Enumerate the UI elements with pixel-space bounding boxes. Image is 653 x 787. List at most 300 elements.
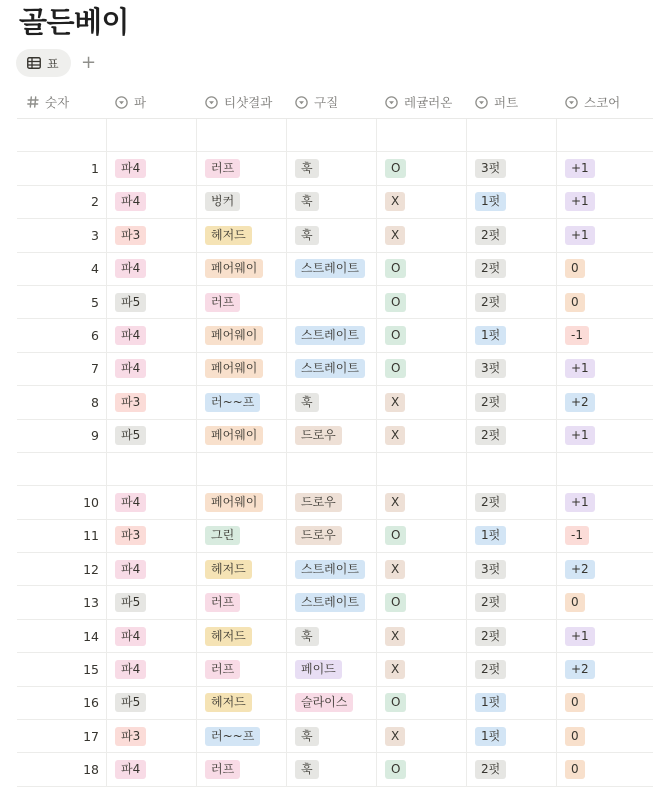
regulation-tag: X (385, 426, 405, 445)
number-cell[interactable] (17, 286, 107, 318)
reg-cell[interactable] (377, 119, 467, 151)
par-cell[interactable] (107, 253, 197, 285)
tee-result-tag: 러프 (205, 760, 240, 779)
score-cell[interactable] (557, 453, 653, 485)
shot-shape-tag: 드로우 (295, 426, 342, 445)
select-icon (385, 96, 398, 109)
score-tag: +2 (565, 393, 595, 412)
par-cell[interactable] (107, 420, 197, 452)
tee-result-tag: 러~~프 (205, 727, 260, 746)
column-header-tee-result[interactable]: 티샷결과 (197, 86, 287, 118)
reg-cell[interactable] (377, 586, 467, 618)
score-tag: -1 (565, 526, 589, 545)
table-row-empty[interactable] (17, 119, 653, 152)
tee-cell[interactable] (197, 186, 287, 218)
tee-cell[interactable] (197, 753, 287, 785)
reg-cell[interactable] (377, 353, 467, 385)
regulation-tag: O (385, 526, 406, 545)
score-tag: 0 (565, 727, 585, 746)
reg-cell[interactable] (377, 553, 467, 585)
par-tag: 파4 (115, 192, 146, 211)
shot-shape-tag: 훅 (295, 159, 319, 178)
score-tag: +1 (565, 192, 595, 211)
number-cell[interactable] (17, 453, 107, 485)
par-tag: 파4 (115, 627, 146, 646)
shape-cell[interactable] (287, 286, 377, 318)
select-icon (115, 96, 128, 109)
column-header-putt[interactable]: 퍼트 (467, 86, 557, 118)
shape-cell[interactable] (287, 553, 377, 585)
par-tag: 파4 (115, 359, 146, 378)
number-cell[interactable] (17, 253, 107, 285)
score-cell[interactable] (557, 386, 653, 418)
number-cell[interactable] (17, 553, 107, 585)
shape-cell[interactable] (287, 219, 377, 251)
table-row[interactable] (17, 319, 653, 352)
column-header-shot-shape[interactable]: 구질 (287, 86, 377, 118)
score-cell[interactable] (557, 219, 653, 251)
tee-cell[interactable] (197, 520, 287, 552)
reg-cell[interactable] (377, 687, 467, 719)
par-cell[interactable] (107, 152, 197, 184)
number-cell[interactable] (17, 753, 107, 785)
reg-cell[interactable] (377, 453, 467, 485)
par-tag: 파3 (115, 727, 146, 746)
table-row[interactable] (17, 186, 653, 219)
number-cell[interactable] (17, 720, 107, 752)
tee-result-tag: 페어웨이 (205, 359, 263, 378)
par-cell[interactable] (107, 486, 197, 518)
shape-cell[interactable] (287, 186, 377, 218)
tee-result-tag: 그린 (205, 526, 240, 545)
tee-cell[interactable] (197, 653, 287, 685)
putt-tag: 1펏 (475, 326, 506, 345)
score-tag: 0 (565, 293, 585, 312)
select-icon (205, 96, 218, 109)
page-title: 골든베이 (19, 5, 130, 39)
select-icon (565, 96, 578, 109)
shape-cell[interactable] (287, 353, 377, 385)
regulation-tag: O (385, 159, 406, 178)
number-cell[interactable] (17, 620, 107, 652)
par-cell[interactable] (107, 119, 197, 151)
par-tag: 파5 (115, 293, 146, 312)
putt-cell[interactable] (467, 119, 557, 151)
hole-number: 9 (91, 428, 99, 444)
hole-number: 1 (91, 161, 99, 177)
hole-number: 10 (83, 494, 99, 510)
table-row[interactable] (17, 219, 653, 252)
score-cell[interactable] (557, 353, 653, 385)
tee-result-tag: 러프 (205, 159, 240, 178)
table-row[interactable] (17, 553, 653, 586)
table-row[interactable] (17, 152, 653, 185)
putt-cell[interactable] (467, 453, 557, 485)
putt-tag: 2펏 (475, 660, 506, 679)
par-tag: 파4 (115, 560, 146, 579)
putt-cell[interactable] (467, 553, 557, 585)
reg-cell[interactable] (377, 219, 467, 251)
tee-result-tag: 페어웨이 (205, 426, 263, 445)
putt-cell[interactable] (467, 753, 557, 785)
shape-cell[interactable] (287, 720, 377, 752)
reg-cell[interactable] (377, 386, 467, 418)
score-tag: -1 (565, 326, 589, 345)
putt-cell[interactable] (467, 687, 557, 719)
select-icon (295, 96, 308, 109)
tee-cell[interactable] (197, 586, 287, 618)
number-cell[interactable] (17, 119, 107, 151)
tee-cell[interactable] (197, 553, 287, 585)
column-header-score[interactable]: 스코어 (557, 86, 653, 118)
putt-cell[interactable] (467, 286, 557, 318)
regulation-tag: X (385, 560, 405, 579)
tee-result-tag: 러~~프 (205, 393, 260, 412)
shot-shape-tag: 훅 (295, 226, 319, 245)
shot-shape-tag: 훅 (295, 760, 319, 779)
score-cell[interactable] (557, 486, 653, 518)
table-row[interactable] (17, 520, 653, 553)
tee-result-tag: 벙커 (205, 192, 240, 211)
hole-number: 16 (83, 695, 99, 711)
shape-cell[interactable] (287, 253, 377, 285)
number-cell[interactable] (17, 687, 107, 719)
shot-shape-tag: 슬라이스 (295, 693, 353, 712)
tee-cell[interactable] (197, 420, 287, 452)
par-tag: 파3 (115, 226, 146, 245)
regulation-tag: X (385, 627, 405, 646)
shape-cell[interactable] (287, 420, 377, 452)
par-tag: 파4 (115, 259, 146, 278)
par-tag: 파5 (115, 693, 146, 712)
table-body (17, 119, 653, 787)
column-header-par[interactable]: 파 (107, 86, 197, 118)
par-cell[interactable] (107, 186, 197, 218)
number-cell[interactable] (17, 219, 107, 251)
par-tag: 파3 (115, 393, 146, 412)
score-cell[interactable] (557, 119, 653, 151)
table-row[interactable] (17, 720, 653, 753)
tee-cell[interactable] (197, 687, 287, 719)
tee-cell[interactable] (197, 620, 287, 652)
tee-result-tag: 헤저드 (205, 226, 252, 245)
shape-cell[interactable] (287, 486, 377, 518)
hole-number: 3 (91, 227, 99, 243)
reg-cell[interactable] (377, 620, 467, 652)
hole-number: 8 (91, 394, 99, 410)
par-tag: 파4 (115, 326, 146, 345)
regulation-tag: O (385, 359, 406, 378)
putt-cell[interactable] (467, 653, 557, 685)
putt-cell[interactable] (467, 186, 557, 218)
shape-cell[interactable] (287, 586, 377, 618)
putt-cell[interactable] (467, 720, 557, 752)
hole-number: 18 (83, 762, 99, 778)
shot-shape-tag: 스트레이트 (295, 359, 365, 378)
score-cell[interactable] (557, 720, 653, 752)
tee-result-tag: 페어웨이 (205, 259, 263, 278)
reg-cell[interactable] (377, 486, 467, 518)
table-row[interactable] (17, 586, 653, 619)
score-cell[interactable] (557, 152, 653, 184)
shot-shape-tag: 스트레이트 (295, 326, 365, 345)
score-cell[interactable] (557, 186, 653, 218)
hole-number: 4 (91, 261, 99, 277)
score-cell[interactable] (557, 253, 653, 285)
tee-cell[interactable] (197, 286, 287, 318)
par-cell[interactable] (107, 653, 197, 685)
par-cell[interactable] (107, 219, 197, 251)
reg-cell[interactable] (377, 152, 467, 184)
table-row[interactable] (17, 653, 653, 686)
shot-shape-tag: 스트레이트 (295, 593, 365, 612)
shape-cell[interactable] (287, 520, 377, 552)
tee-result-tag: 페어웨이 (205, 326, 263, 345)
hole-number: 17 (83, 728, 99, 744)
view-tab-label: 표 (47, 56, 59, 71)
table-row[interactable] (17, 620, 653, 653)
par-cell[interactable] (107, 319, 197, 351)
putt-tag: 2펏 (475, 393, 506, 412)
shape-cell[interactable] (287, 620, 377, 652)
reg-cell[interactable] (377, 753, 467, 785)
putt-tag: 2펏 (475, 426, 506, 445)
putt-cell[interactable] (467, 620, 557, 652)
regulation-tag: O (385, 693, 406, 712)
par-cell[interactable] (107, 586, 197, 618)
number-cell[interactable] (17, 353, 107, 385)
score-tag: 0 (565, 760, 585, 779)
table-row[interactable] (17, 386, 653, 419)
score-cell[interactable] (557, 653, 653, 685)
regulation-tag: O (385, 259, 406, 278)
shot-shape-tag: 훅 (295, 393, 319, 412)
regulation-tag: O (385, 326, 406, 345)
par-cell[interactable] (107, 353, 197, 385)
score-tag: +1 (565, 359, 595, 378)
table-row-empty[interactable] (17, 453, 653, 486)
hole-number: 6 (91, 328, 99, 344)
score-cell[interactable] (557, 586, 653, 618)
par-tag: 파4 (115, 660, 146, 679)
shape-cell[interactable] (287, 119, 377, 151)
table-row[interactable] (17, 253, 653, 286)
regulation-tag: X (385, 493, 405, 512)
hole-number: 5 (91, 294, 99, 310)
reg-cell[interactable] (377, 653, 467, 685)
tee-cell[interactable] (197, 219, 287, 251)
hole-number: 11 (83, 528, 99, 544)
par-tag: 파4 (115, 159, 146, 178)
shot-shape-tag: 드로우 (295, 526, 342, 545)
tee-cell[interactable] (197, 486, 287, 518)
reg-cell[interactable] (377, 319, 467, 351)
par-cell[interactable] (107, 286, 197, 318)
regulation-tag: O (385, 593, 406, 612)
shape-cell[interactable] (287, 319, 377, 351)
putt-tag: 2펏 (475, 226, 506, 245)
par-cell[interactable] (107, 386, 197, 418)
score-tag: 0 (565, 593, 585, 612)
shape-cell[interactable] (287, 687, 377, 719)
regulation-tag: X (385, 192, 405, 211)
par-cell[interactable] (107, 520, 197, 552)
shot-shape-tag: 훅 (295, 627, 319, 646)
tee-result-tag: 헤저드 (205, 560, 252, 579)
table-row[interactable] (17, 420, 653, 453)
reg-cell[interactable] (377, 286, 467, 318)
par-cell[interactable] (107, 453, 197, 485)
putt-tag: 1펏 (475, 526, 506, 545)
add-view-button[interactable] (79, 53, 99, 73)
plus-icon: + (81, 52, 97, 73)
shot-shape-tag: 드로우 (295, 493, 342, 512)
shape-cell[interactable] (287, 753, 377, 785)
shot-shape-tag: 훅 (295, 727, 319, 746)
par-cell[interactable] (107, 753, 197, 785)
score-cell[interactable] (557, 687, 653, 719)
score-tag: +1 (565, 226, 595, 245)
hash-icon (27, 96, 39, 108)
number-cell[interactable] (17, 319, 107, 351)
table-row[interactable] (17, 353, 653, 386)
tee-cell[interactable] (197, 720, 287, 752)
putt-cell[interactable] (467, 253, 557, 285)
select-icon (475, 96, 488, 109)
putt-cell[interactable] (467, 486, 557, 518)
regulation-tag: X (385, 393, 405, 412)
putt-cell[interactable] (467, 319, 557, 351)
column-header-regulation-on[interactable]: 레귤러온 (377, 86, 467, 118)
par-tag: 파5 (115, 593, 146, 612)
tee-cell[interactable] (197, 353, 287, 385)
score-cell[interactable] (557, 420, 653, 452)
putt-cell[interactable] (467, 420, 557, 452)
tee-result-tag: 헤저드 (205, 627, 252, 646)
putt-cell[interactable] (467, 586, 557, 618)
number-cell[interactable] (17, 586, 107, 618)
putt-cell[interactable] (467, 520, 557, 552)
putt-tag: 1펏 (475, 693, 506, 712)
score-tag: +1 (565, 627, 595, 646)
number-cell[interactable] (17, 520, 107, 552)
reg-cell[interactable] (377, 420, 467, 452)
reg-cell[interactable] (377, 720, 467, 752)
par-tag: 파3 (115, 526, 146, 545)
tee-cell[interactable] (197, 152, 287, 184)
score-cell[interactable] (557, 520, 653, 552)
par-cell[interactable] (107, 687, 197, 719)
tee-result-tag: 러프 (205, 593, 240, 612)
putt-cell[interactable] (467, 219, 557, 251)
number-cell[interactable] (17, 152, 107, 184)
number-cell[interactable] (17, 486, 107, 518)
hole-number: 13 (83, 595, 99, 611)
tee-cell[interactable] (197, 386, 287, 418)
score-tag: +1 (565, 493, 595, 512)
putt-tag: 2펏 (475, 493, 506, 512)
score-cell[interactable] (557, 753, 653, 785)
score-cell[interactable] (557, 286, 653, 318)
tee-cell[interactable] (197, 319, 287, 351)
shape-cell[interactable] (287, 653, 377, 685)
tee-cell[interactable] (197, 119, 287, 151)
reg-cell[interactable] (377, 186, 467, 218)
score-tag: +2 (565, 560, 595, 579)
putt-cell[interactable] (467, 152, 557, 184)
table-row[interactable] (17, 687, 653, 720)
par-cell[interactable] (107, 553, 197, 585)
putt-tag: 3펏 (475, 359, 506, 378)
shape-cell[interactable] (287, 152, 377, 184)
view-bar (16, 49, 99, 77)
number-cell[interactable] (17, 420, 107, 452)
shot-shape-tag: 스트레이트 (295, 259, 365, 278)
regulation-tag: X (385, 226, 405, 245)
score-tag: +1 (565, 159, 595, 178)
shot-shape-tag: 스트레이트 (295, 560, 365, 579)
putt-tag: 2펏 (475, 259, 506, 278)
score-tag: 0 (565, 693, 585, 712)
table-row[interactable] (17, 753, 653, 786)
par-cell[interactable] (107, 620, 197, 652)
putt-tag: 2펏 (475, 627, 506, 646)
table-icon (27, 57, 41, 69)
number-cell[interactable] (17, 386, 107, 418)
number-cell[interactable] (17, 653, 107, 685)
putt-tag: 2펏 (475, 593, 506, 612)
hole-number: 2 (91, 194, 99, 210)
database-table (17, 86, 653, 787)
reg-cell[interactable] (377, 253, 467, 285)
regulation-tag: O (385, 293, 406, 312)
view-tab-table[interactable] (16, 49, 71, 77)
shape-cell[interactable] (287, 386, 377, 418)
score-cell[interactable] (557, 620, 653, 652)
par-cell[interactable] (107, 720, 197, 752)
score-tag: +2 (565, 660, 595, 679)
column-header-number[interactable]: 숫자 (17, 86, 107, 118)
par-tag: 파4 (115, 493, 146, 512)
putt-tag: 1펏 (475, 192, 506, 211)
shot-shape-tag: 훅 (295, 192, 319, 211)
putt-cell[interactable] (467, 353, 557, 385)
score-cell[interactable] (557, 319, 653, 351)
hole-number: 7 (91, 361, 99, 377)
putt-tag: 3펏 (475, 159, 506, 178)
table-header (17, 86, 653, 119)
score-tag: +1 (565, 426, 595, 445)
regulation-tag: X (385, 727, 405, 746)
hole-number: 12 (83, 561, 99, 577)
regulation-tag: O (385, 760, 406, 779)
table-row[interactable] (17, 286, 653, 319)
tee-result-tag: 러프 (205, 293, 240, 312)
table-row[interactable] (17, 486, 653, 519)
shape-cell[interactable] (287, 453, 377, 485)
tee-cell[interactable] (197, 453, 287, 485)
reg-cell[interactable] (377, 520, 467, 552)
putt-cell[interactable] (467, 386, 557, 418)
score-tag: 0 (565, 259, 585, 278)
shot-shape-tag: 페이드 (295, 660, 342, 679)
tee-cell[interactable] (197, 253, 287, 285)
putt-tag: 2펏 (475, 293, 506, 312)
number-cell[interactable] (17, 186, 107, 218)
score-cell[interactable] (557, 553, 653, 585)
par-tag: 파5 (115, 426, 146, 445)
tee-result-tag: 헤저드 (205, 693, 252, 712)
